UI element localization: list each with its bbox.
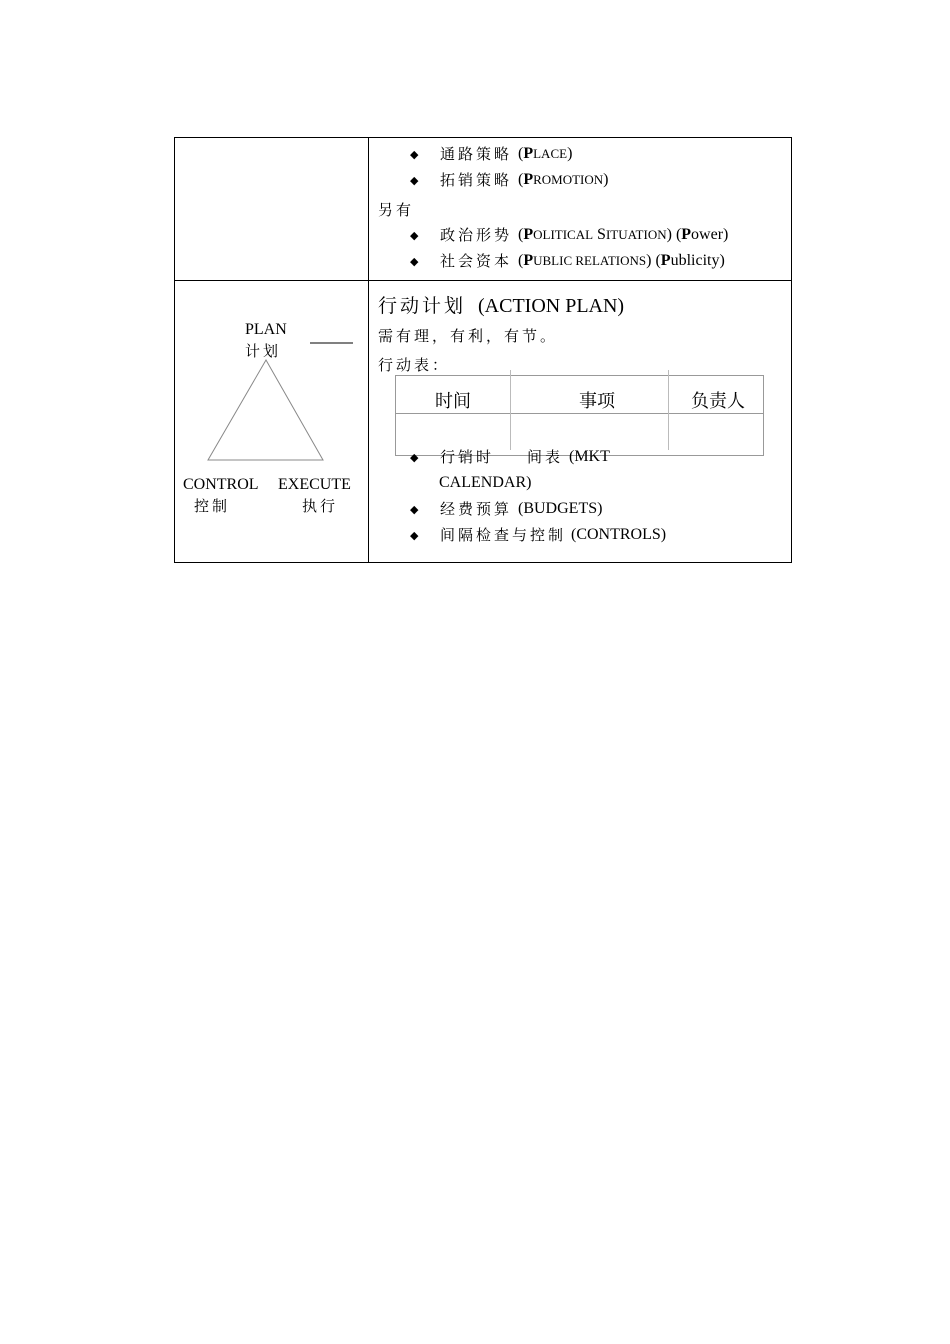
bullet-icon: ◆ (410, 175, 419, 187)
bullet-icon: ◆ (410, 256, 419, 268)
action-plan-title-en: (ACTION PLAN) (478, 295, 625, 317)
bullet-icon: ◆ (410, 149, 419, 161)
mkt-calendar-en-2: CALENDAR) (439, 474, 532, 491)
execute-label-en: EXECUTE (278, 476, 351, 493)
table-row-divider (396, 413, 763, 414)
mkt-calendar-zh-2: 间表 (527, 448, 564, 466)
controls-en: (CONTROLS) (571, 526, 667, 543)
social-capital-en: (PUBLIC RELATIONS) (Publicity) (518, 252, 725, 269)
budgets-zh: 经费预算 (440, 500, 513, 518)
action-table-label: 行动表： (378, 356, 451, 374)
bullet-icon: ◆ (410, 530, 419, 542)
political-zh: 政治形势 (440, 226, 513, 244)
place-strategy-zh: 通路策略 (440, 145, 513, 163)
social-capital-zh: 社会资本 (440, 252, 513, 270)
control-label-en: CONTROL (183, 476, 259, 493)
plan-label-zh: 计划 (245, 342, 282, 360)
action-principle: 需有理，有利，有节。 (378, 327, 559, 345)
political-en: (POLITICAL SITUATION) (Power) (518, 226, 729, 243)
cycle-triangle (208, 360, 323, 460)
promotion-strategy-zh: 拓销策略 (440, 171, 513, 189)
mkt-calendar-en-1: (MKT (569, 448, 610, 465)
table-header-time: 时间 (435, 391, 471, 412)
control-label-zh: 控制 (194, 497, 231, 515)
execute-label-zh: 执行 (302, 497, 339, 515)
action-table (395, 375, 764, 456)
table-col-divider (668, 370, 669, 450)
table-col-divider (510, 370, 511, 450)
controls-zh: 间隔检查与控制 (440, 526, 567, 544)
table-header-owner: 负责人 (691, 391, 745, 412)
also-label: 另有 (378, 201, 415, 219)
bullet-icon: ◆ (410, 230, 419, 242)
action-plan-title-zh: 行动计划 (378, 295, 467, 317)
plan-label-en: PLAN (245, 321, 287, 338)
bullet-icon: ◆ (410, 504, 419, 516)
bullet-icon: ◆ (410, 452, 419, 464)
mkt-calendar-zh-1: 行销时 (440, 448, 495, 466)
table-header-item: 事项 (579, 391, 615, 412)
budgets-en: (BUDGETS) (518, 500, 603, 517)
promotion-strategy-en: (PROMOTION) (518, 171, 609, 188)
place-strategy-en: (PLACE) (518, 145, 573, 162)
